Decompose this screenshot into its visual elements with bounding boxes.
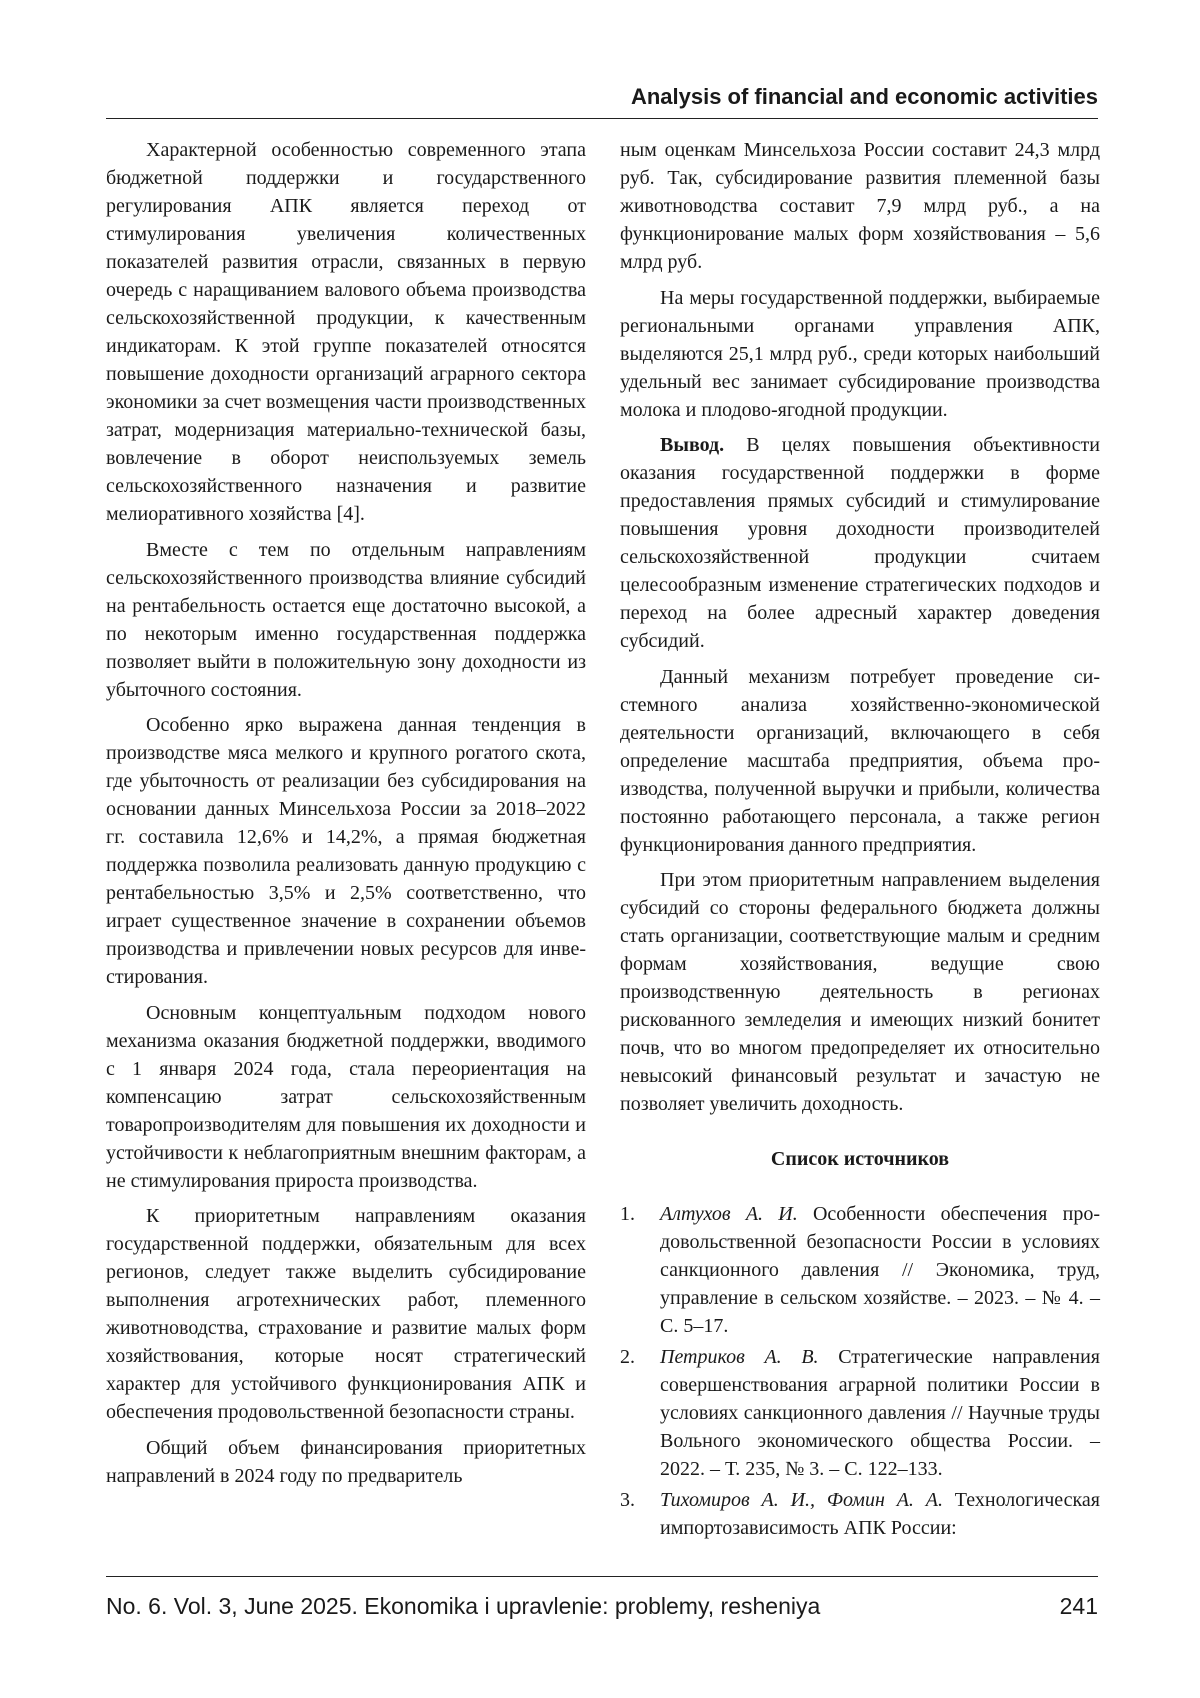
left-column [106, 136, 586, 1498]
paragraph-new-mechanism: Основным концептуальным подходом нового механизма оказания бюджетной поддержки, вводимого с 1 января 2024 года, стала переориентация на компенсацию затрат сельскохозяйственным товаропроизводителям для повышения их доходности и устойчивости к неблагоприятным внешним факторам, а не стимулирования прироста производства. [106, 1001, 586, 1192]
reference-number: 2. [620, 1346, 635, 1369]
reference-text: Особенности обеспечения продовольственной безопасности России в условиях санкционного давления // Экономика, труд, управление в сельском хозяйстве. – 2023. – № 4. – С. 5–17. [660, 1203, 1100, 1338]
reference-text: Стратегические направления совершенствования аграрной политики России в условиях санкционного давления // Научные труды Вольного экономического общества России. – 2022. – Т. 235, № 3. – С. 122–133. [660, 1346, 1100, 1481]
paragraph-conclusion [620, 431, 1100, 655]
paragraph-priority-directions: К приоритетным направлениям оказания государственной поддержки, обязательным для всех регионов, следует также выделить субсидирование выполнения агротехнических работ, племенного животноводства, страхование и развитие малых форм хозяйствования, которые носят стратегический характер для устойчивого функционирования АПК и обеспечения продовольственной безопасности страны. [106, 1205, 586, 1424]
reference-author: Алтухов А. И. [660, 1203, 798, 1226]
running-title: Analysis of financial and economic activities [630, 84, 1098, 109]
page-number: 241 [1059, 1593, 1098, 1619]
reference-text: Технологическая импортозависимость АПК России: [660, 1489, 1100, 1540]
reference-number: 1. [620, 1203, 635, 1226]
paragraph-funding-continuation: ным оценкам Минсельхоза России составит 24,3 млрд руб. Так, субсидирование развития племенной базы животноводства составит 7,9 млрд руб., а на функционирование малых форм хозяйствования – 5,6 млрд руб. [620, 139, 1100, 273]
paragraph-livestock-trend: Особенно ярко выражена данная тенденция в производстве мяса мелкого и крупного рогатого скота, где убыточность от реализации без субсидирования на основании данных Минсельхоза России за 2018–2022 гг. составила 12,6% и 14,2%, а прямая бюджетная поддержка позволила реализовать данную продукцию с рентабельностью 3,5% и 2,5% соответственно, что играет существенное значение в сохранении объемов производства и привлечении новых ресурсов для инвестирования. [106, 714, 586, 989]
reference-item [620, 1343, 1100, 1483]
reference-item [620, 1486, 1100, 1542]
reference-item [620, 1200, 1100, 1340]
paragraph-subsidies-influence: Вместе с тем по отдельным направлениям сельскохозяйственного производства влияние субсидий на рентабельность остается еще достаточно высокой, а по некоторым именно государственная поддержка позволяет выйти в положительную зону доходности из убыточного состояния. [106, 538, 586, 701]
paragraph-federal-priority: При этом приоритетным направлением выделения субсидий со стороны федерального бюджета должны стать организации, соответствующие малым и средним формам хозяйствования, ведущие свою производственную деятельность в регионах рискованного земледелия и имеющих низкий бонитет почв, что во многом предопределяет их относительно невысокий финансовый результат и зачастую не позволяет увеличить доходность. [620, 869, 1100, 1116]
reference-author: Петриков А. В. [660, 1346, 819, 1369]
paragraph-regional-support: На меры государственной поддержки, выбираемые региональными органами управления АПК, выделяются 25,1 млрд руб., среди которых наибольший удельный вес занимает субсидирование производства молока и плодово-ягодной продукции. [620, 286, 1100, 421]
page-footer [106, 1576, 1098, 1627]
conclusion-text: В целях повышения объективности оказания государственной поддержки в форме предоставления прямых субсидий и стимулирование повышения уровня доходности производителей сельскохозяйственной продукции считаем целесообразным изменение стратегических подходов и переход на более адресный характер доведения субсидий. [620, 434, 1100, 653]
journal-citation: No. 6. Vol. 3, June 2025. Ekonomika i upravlenie: problemy, resheniya [106, 1593, 821, 1619]
conclusion-label: Вывод. [660, 434, 725, 457]
running-header [106, 82, 1098, 119]
references-heading: Список источников [770, 1148, 950, 1171]
paragraph-characteristic: Характерной особенностью современного этапа бюджетной поддержки и государственного регулирования АПК является переход от стимулирования увеличения количественных показателей развития отрасли, связанных в первую очередь с наращиванием валового объема производства сельскохозяйственной продукции, к качественным индикаторам. К этой группе показателей относятся повышение доходности организаций аграрного сектора экономики за счет возмещения части производственных затрат, модернизация материально-технической базы, вовлечение в оборот неиспользуемых земель сельскохозяйственного назначения и развитие мелиоративного хозяйства [4]. [106, 139, 586, 525]
right-column [620, 136, 1100, 1545]
paragraph-mechanism: Данный механизм потребует проведение системного анализа хозяйственно-экономической деятельности организаций, включающего в себя определение масштаба предприятия, объема производства, полученной выручки и прибыли, количества постоянно работающего персонала, а также регион функционирования данного предприятия. [620, 665, 1100, 856]
paragraph-total-funding: Общий объем финансирования приоритетных направлений в 2024 году по предваритель [106, 1436, 586, 1487]
reference-number: 3. [620, 1489, 635, 1512]
reference-author: Тихомиров А. И., Фомин А. А. [660, 1489, 943, 1512]
